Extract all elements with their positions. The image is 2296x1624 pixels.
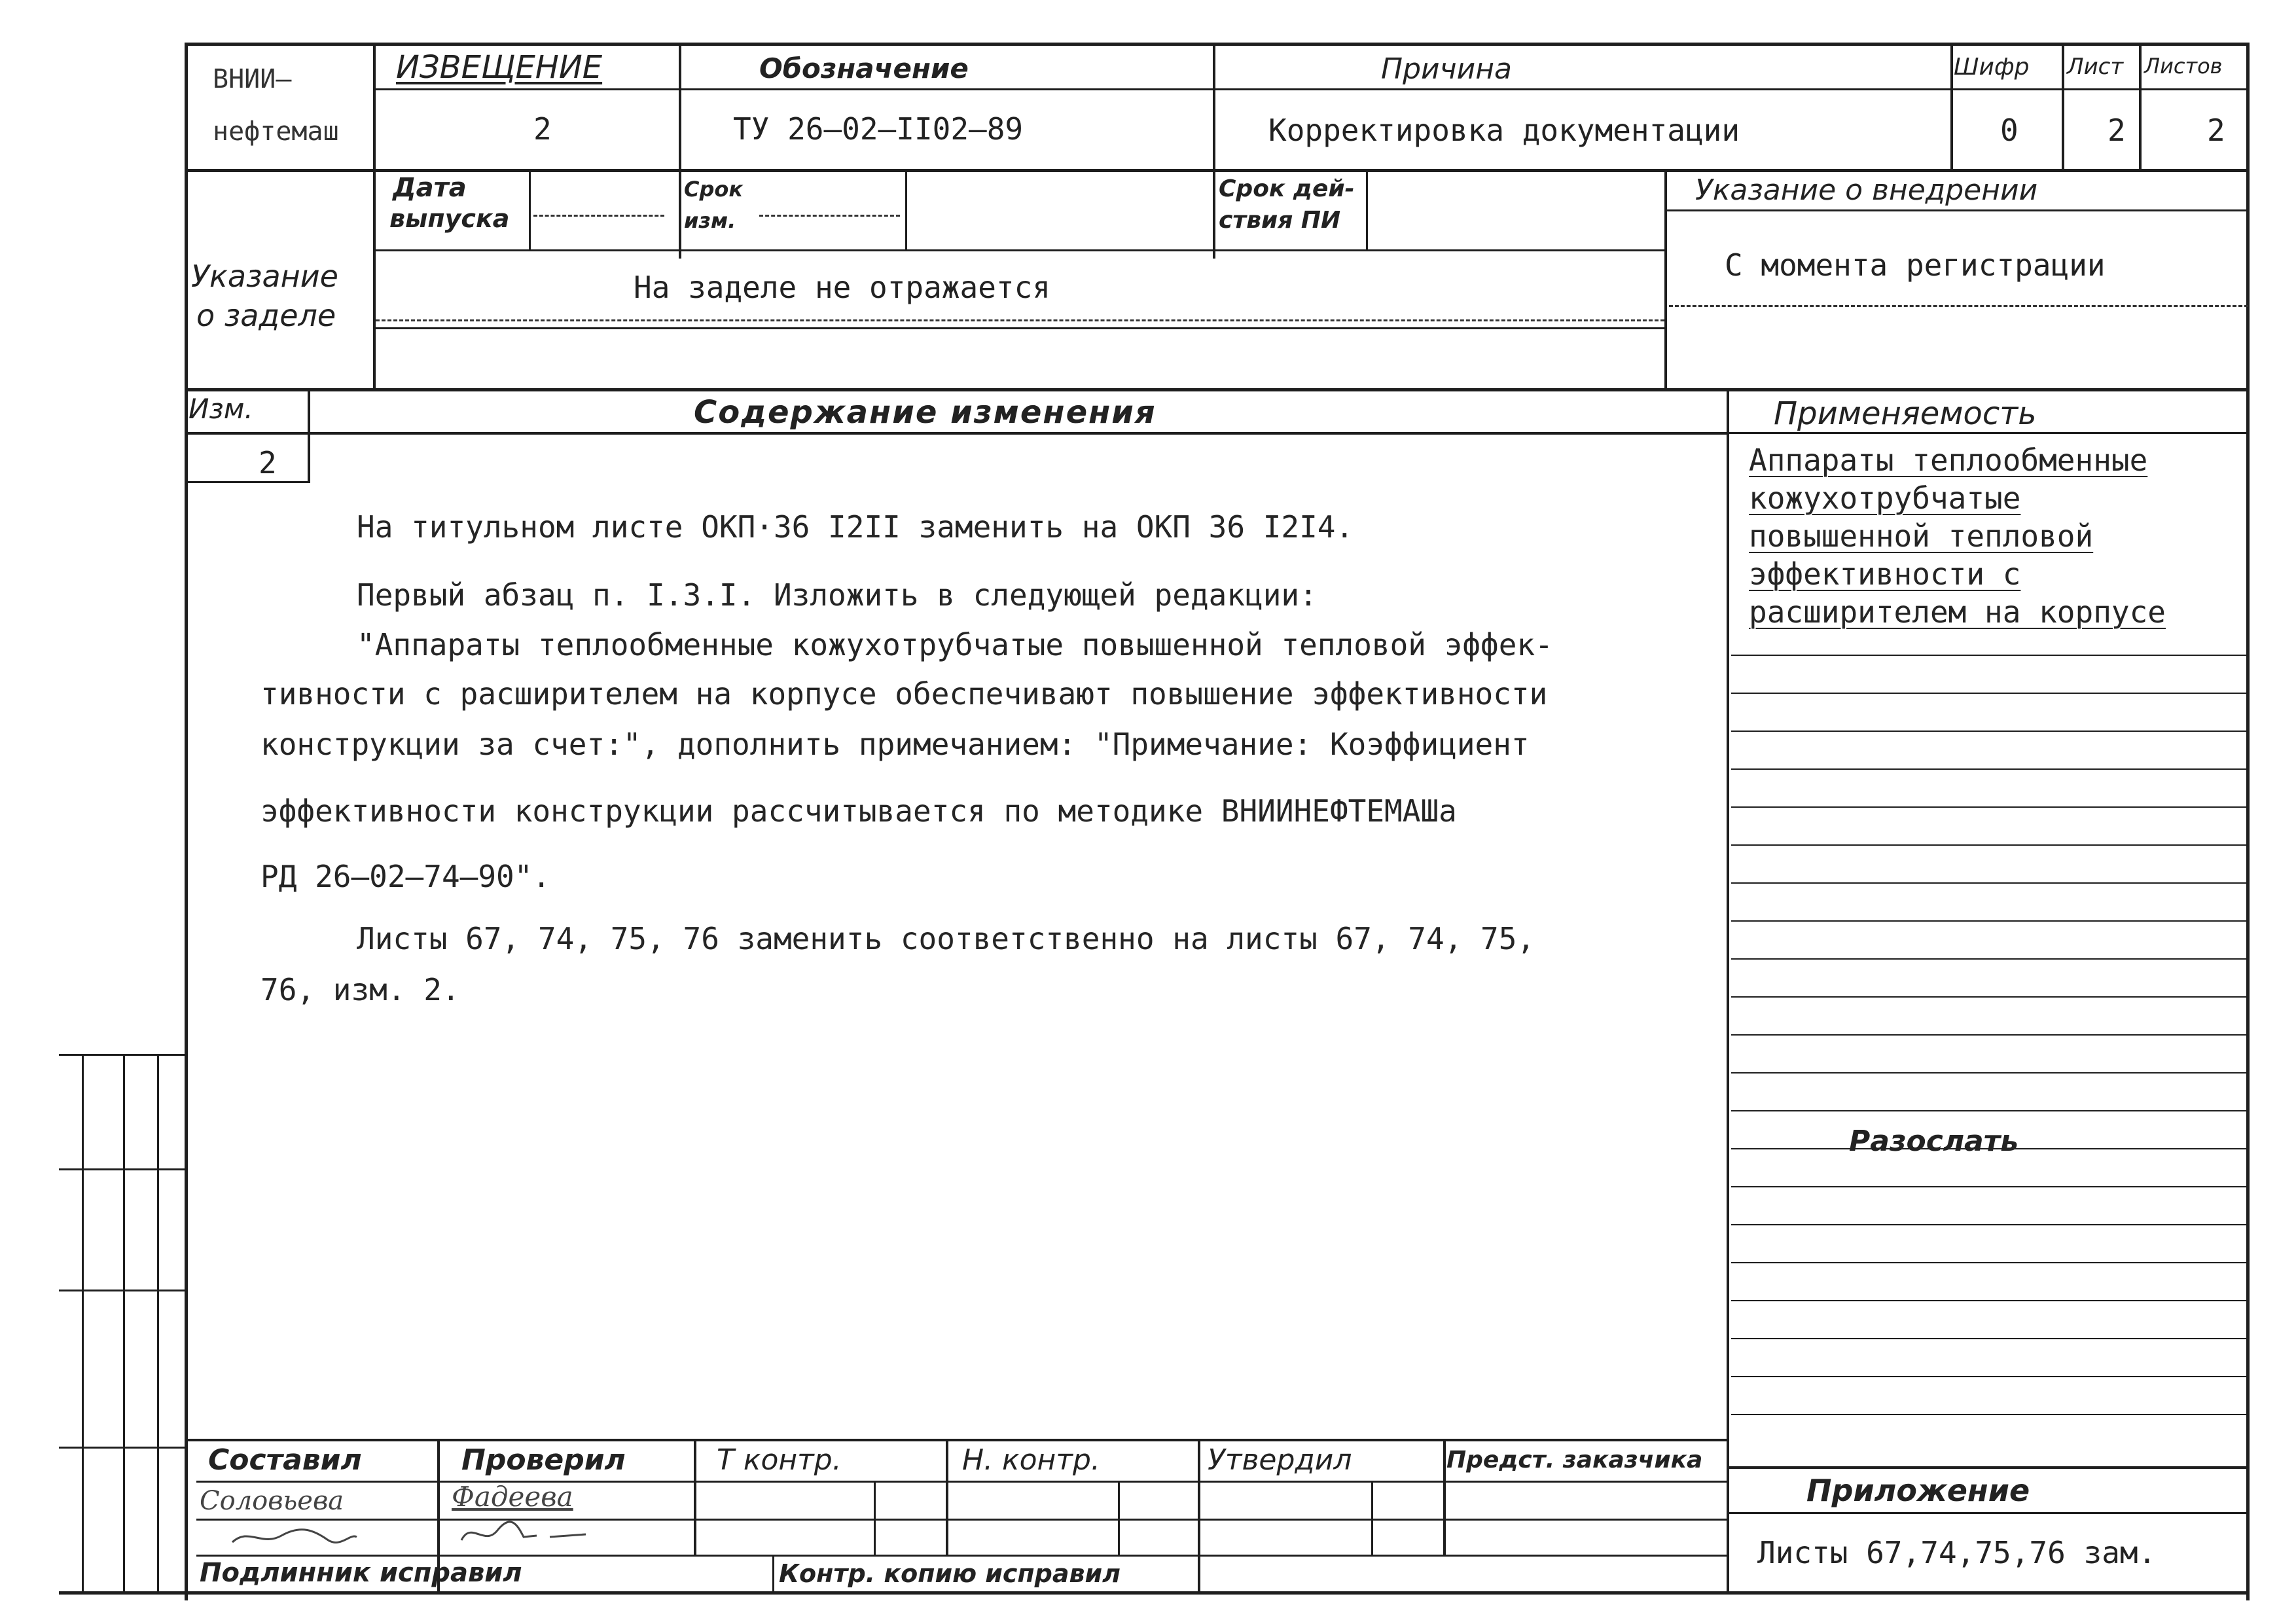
- tcontrol-label: Т контр.: [717, 1443, 842, 1477]
- appendix-top-line: [1727, 1466, 2250, 1469]
- frame-top-line: [185, 43, 2250, 46]
- content-top-line: [185, 388, 2250, 391]
- issue-date-label-2: выпуска: [389, 204, 510, 233]
- approved-label: Утвердил: [1208, 1443, 1352, 1477]
- applicability-ruled-line: [1731, 1338, 2246, 1339]
- header-col-2: [679, 43, 681, 259]
- applicability-line-3: повышенной тепловой: [1749, 518, 2094, 554]
- margin-col-a: [82, 1054, 84, 1595]
- implementation-value: С момента регистрации: [1725, 247, 2106, 283]
- content-line-6: эффективности конструкции рассчитывается по методике ВНИИНЕФТЕМАШа: [260, 793, 1457, 829]
- compiled-signature-icon: [229, 1524, 360, 1550]
- date-row-col-b: [905, 172, 907, 249]
- sig-col-4: [946, 1439, 948, 1557]
- applicability-ruled-line: [1731, 996, 2246, 998]
- issue-date-label-1: Дата: [393, 173, 467, 203]
- applicability-ruled-line: [1731, 806, 2246, 808]
- reason-value: Корректировка документации: [1268, 113, 1740, 148]
- code-value: 0: [2000, 113, 2018, 148]
- change-col-label: Изм.: [188, 393, 253, 425]
- checked-signature: [458, 1517, 589, 1553]
- checked-signature-icon: [458, 1517, 589, 1550]
- change-col-line: [308, 391, 310, 483]
- content-line-9: 76, изм. 2.: [260, 972, 460, 1007]
- reason-label: Причина: [1381, 52, 1512, 86]
- implementation-dash: [1669, 305, 2248, 307]
- code-label: Шифр: [1954, 54, 2030, 81]
- content-line-3: "Аппараты теплообменные кожухотрубчатые повышенной тепловой эффек-: [357, 627, 1553, 662]
- distribute-title: Разослать: [1849, 1125, 2019, 1158]
- backlog-value: На заделе не отражается: [634, 270, 1050, 305]
- header-bottom-line: [185, 169, 2250, 172]
- margin-row-4: [59, 1447, 187, 1449]
- checked-label: Проверил: [461, 1443, 626, 1477]
- header-col-6: [2139, 43, 2142, 169]
- date-dash-1: [533, 215, 664, 217]
- backlog-dash: [376, 319, 1664, 321]
- applicability-line-2: кожухотрубчатые: [1749, 480, 2021, 516]
- header-col-5: [2062, 43, 2064, 169]
- margin-col-b: [123, 1054, 125, 1595]
- change-number: 2: [259, 445, 277, 480]
- margin-row-1: [59, 1054, 187, 1056]
- implementation-col: [1664, 172, 1667, 391]
- margin-row-3: [59, 1290, 187, 1291]
- header-col-4: [1950, 43, 1953, 169]
- content-line-1: На титульном листе ОКП·36 І2ІІ заменить на ОКП 36 І2І4.: [357, 509, 1354, 545]
- applicability-ruled-line: [1731, 655, 2246, 656]
- sig-col-7: [1371, 1481, 1373, 1557]
- org-name-line-2: нефтемаш: [213, 117, 339, 147]
- frame-bottom-line: [59, 1591, 2250, 1595]
- original-corrected-label: Подлинник исправил: [200, 1558, 522, 1588]
- applicability-line-5: расширителем на корпусе: [1749, 594, 2166, 630]
- appendix-title: Приложение: [1806, 1473, 2030, 1508]
- change-cell-bottom: [185, 481, 309, 483]
- applicability-ruled-line: [1731, 1224, 2246, 1225]
- applicability-ruled-line: [1731, 1034, 2246, 1036]
- applicability-header-bottom: [1727, 432, 2250, 434]
- implementation-underline: [1667, 209, 2250, 211]
- frame-left-line: [185, 43, 188, 1600]
- date-row-col-c: [1366, 172, 1368, 249]
- content-line-8: Листы 67, 74, 75, 76 заменить соответственно на листы 67, 74, 75,: [357, 921, 1535, 956]
- sig-col-2: [694, 1439, 696, 1557]
- change-term-label-2: изм.: [684, 208, 736, 233]
- validity-label-1: Срок дей-: [1219, 175, 1355, 202]
- appendix-header-line: [1727, 1512, 2250, 1514]
- notice-label: ИЗВЕЩЕНИЕ: [396, 49, 603, 86]
- applicability-line-4: эффективности с: [1749, 556, 2021, 592]
- applicability-ruled-line: [1731, 1186, 2246, 1187]
- content-line-4: тивности с расширителем на корпусе обеспечивают повышение эффективности: [260, 676, 1548, 712]
- content-header-bottom: [185, 432, 1729, 435]
- backlog-label-1: Указание: [191, 259, 338, 294]
- sig-top-line: [185, 1439, 1729, 1441]
- sheets-label: Листов: [2144, 54, 2223, 79]
- sig-col-6: [1198, 1439, 1200, 1594]
- date-dash-2: [759, 215, 900, 217]
- sig-col-5: [1118, 1481, 1120, 1557]
- sig-row-line-2: [196, 1519, 1729, 1521]
- applicability-ruled-line: [1731, 1414, 2246, 1415]
- sheets-value: 2: [2207, 113, 2225, 148]
- backlog-label-2: о заделе: [196, 298, 336, 333]
- content-line-5: конструкции за счет:", дополнить примечанием: "Примечание: Коэффициент: [260, 727, 1530, 762]
- compiled-signature: [229, 1524, 360, 1556]
- designation-label: Обозначение: [759, 52, 969, 84]
- applicability-ruled-line: [1731, 693, 2246, 694]
- applicability-ruled-line: [1731, 1300, 2246, 1301]
- applicability-col: [1727, 391, 1729, 1594]
- copy-corrected-label: Контр. копию исправил: [779, 1559, 1121, 1588]
- applicability-ruled-line: [1731, 1110, 2246, 1111]
- header-col-3: [1213, 43, 1215, 259]
- frame-right-line: [2246, 43, 2250, 1600]
- notice-number: 2: [533, 111, 552, 147]
- margin-col-c: [157, 1054, 159, 1595]
- applicability-title: Применяемость: [1774, 395, 2037, 432]
- applicability-ruled-line: [1731, 1262, 2246, 1263]
- compiled-name: Соловьева: [200, 1486, 344, 1516]
- applicability-ruled-line: [1731, 768, 2246, 770]
- compiled-label: Составил: [208, 1443, 362, 1477]
- applicability-ruled-line: [1731, 1376, 2246, 1377]
- designation-value: ТУ 26–02–ІІ02–89: [733, 111, 1024, 147]
- customer-label: Предст. заказчика: [1446, 1447, 1703, 1473]
- sig-col-9: [772, 1555, 774, 1594]
- sheet-label: Лист: [2067, 54, 2124, 80]
- applicability-line-1: Аппараты теплообменные: [1749, 442, 2148, 478]
- content-line-2: Первый абзац п. І.3.І. Изложить в следующей редакции:: [357, 577, 1318, 613]
- backlog-bottom: [376, 327, 1664, 329]
- header-row-divider: [373, 88, 2246, 90]
- appendix-value: Листы 67,74,75,76 зам.: [1757, 1535, 2157, 1570]
- validity-label-2: ствия ПИ: [1219, 207, 1341, 234]
- header-col-1: [373, 43, 376, 259]
- margin-row-2: [59, 1168, 187, 1170]
- applicability-ruled-line: [1731, 844, 2246, 846]
- content-line-7: РД 26–02–74–90".: [260, 859, 551, 894]
- sig-row-line-3: [196, 1555, 1729, 1557]
- ncontrol-label: Н. контр.: [962, 1443, 1100, 1477]
- sheet-value: 2: [2108, 113, 2126, 148]
- sig-row-line-1: [196, 1481, 1729, 1483]
- applicability-ruled-line: [1731, 920, 2246, 922]
- date-row-col-a: [529, 172, 531, 249]
- applicability-ruled-line: [1731, 731, 2246, 732]
- sig-col-3: [874, 1481, 876, 1557]
- applicability-ruled-line: [1731, 882, 2246, 884]
- implementation-label: Указание о внедрении: [1695, 173, 2038, 207]
- checked-name: Фадеева: [452, 1481, 573, 1513]
- sig-col-8: [1443, 1439, 1446, 1557]
- applicability-ruled-line: [1731, 1072, 2246, 1074]
- org-name-line-1: ВНИИ–: [213, 64, 292, 94]
- content-title: Содержание изменения: [694, 394, 1157, 431]
- change-term-label-1: Срок: [684, 177, 744, 202]
- date-row-bottom: [373, 249, 1666, 251]
- applicability-ruled-line: [1731, 958, 2246, 960]
